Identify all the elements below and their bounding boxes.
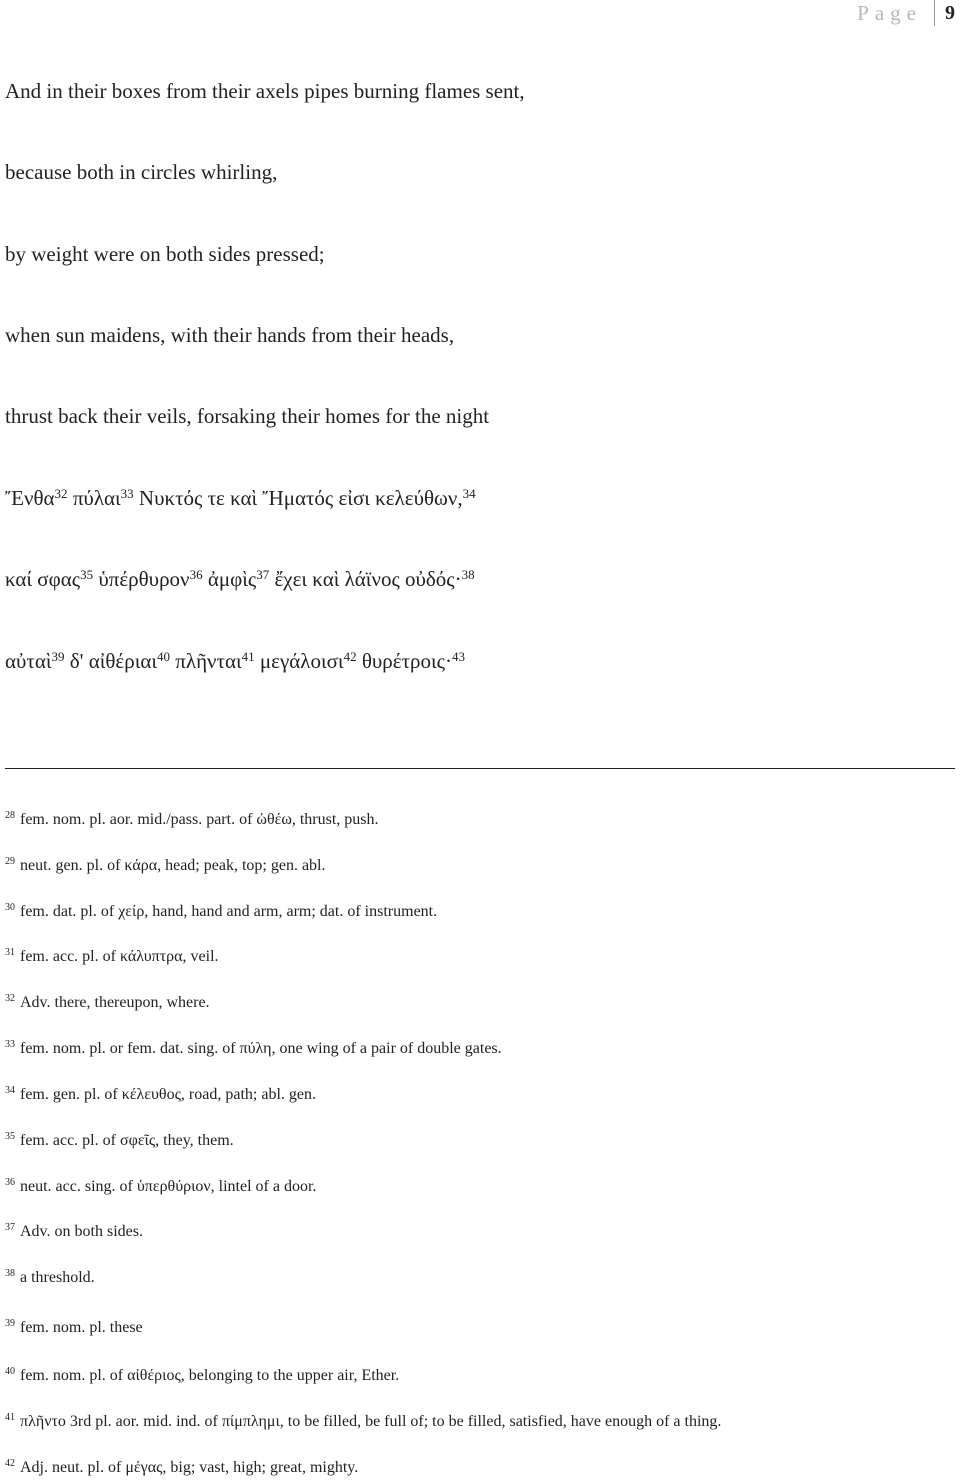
footnote-text: Adj. neut. pl. of μέγας, big; vast, high; great, mighty. xyxy=(20,1459,359,1476)
greek-word: ἀμφὶς xyxy=(207,567,257,591)
footnote-number: 35 xyxy=(5,1131,15,1142)
greek-line xyxy=(5,649,465,673)
footnote-text: fem. dat. pl. of χείρ, hand, hand and arm, arm; dat. of instrument. xyxy=(20,903,438,920)
footnote-number: 34 xyxy=(5,1085,15,1096)
footnote-text: Adv. on both sides. xyxy=(20,1223,143,1240)
footnote-number: 40 xyxy=(5,1366,15,1377)
footnote-text: fem. nom. pl. of αἰθέριος, belonging to the upper air, Ether. xyxy=(20,1367,400,1384)
footnote-41 xyxy=(5,1412,721,1432)
footnote-ref[interactable]: 41 xyxy=(241,648,255,664)
footnote-32 xyxy=(5,993,210,1013)
footnote-text: fem. gen. pl. of κέλευθος, road, path; abl. gen. xyxy=(20,1086,316,1103)
footnote-29 xyxy=(5,856,325,876)
footnote-35 xyxy=(5,1131,234,1151)
page-label: Page xyxy=(857,0,922,25)
footnote-text: neut. acc. sing. of ὑπερθύριον, lintel of a door. xyxy=(20,1178,317,1195)
greek-word: πλῆνται xyxy=(175,649,242,673)
greek-word: ὑπέρθυρον xyxy=(98,567,190,591)
footnote-number: 28 xyxy=(5,810,15,821)
footnote-38 xyxy=(5,1268,95,1288)
footnote-number: 31 xyxy=(5,947,15,958)
english-line: because both in circles whirling, xyxy=(5,160,278,184)
footnote-number: 32 xyxy=(5,993,15,1004)
greek-word: καί σφας xyxy=(5,567,81,591)
greek-word: μεγάλοισι xyxy=(259,649,344,673)
footnote-number: 38 xyxy=(5,1268,15,1279)
footnote-ref[interactable]: 42 xyxy=(343,648,357,664)
footnote-ref[interactable]: 43 xyxy=(451,648,465,664)
greek-word: Νυκτός τε καὶ Ἤματός εἰσι κελεύθων, xyxy=(138,486,463,510)
footnote-text: fem. nom. pl. aor. mid./pass. part. of ὠθέω, thrust, push. xyxy=(20,811,379,828)
footnote-number: 41 xyxy=(5,1412,15,1423)
footnote-number: 42 xyxy=(5,1458,15,1469)
footnote-ref[interactable]: 40 xyxy=(157,648,171,664)
footnote-28 xyxy=(5,810,379,830)
greek-word: ἔχει καὶ λάϊνος οὐδός· xyxy=(274,567,462,591)
footnote-34 xyxy=(5,1085,316,1105)
footnote-number: 39 xyxy=(5,1318,15,1329)
page-number: 9 xyxy=(945,1,955,24)
footnote-text: fem. nom. pl. these xyxy=(20,1319,143,1336)
english-line: And in their boxes from their axels pipes burning flames sent, xyxy=(5,79,525,103)
footnote-ref[interactable]: 35 xyxy=(80,566,94,582)
english-line: when sun maidens, with their hands from their heads, xyxy=(5,323,455,347)
footnote-31 xyxy=(5,947,219,967)
footnote-text: fem. acc. pl. of κάλυπτρα, veil. xyxy=(20,948,219,965)
footnote-number: 37 xyxy=(5,1222,15,1233)
footnote-number: 33 xyxy=(5,1039,15,1050)
footnote-36 xyxy=(5,1177,316,1197)
footnote-ref[interactable]: 34 xyxy=(462,485,476,501)
page-header-divider xyxy=(934,0,935,26)
english-line: thrust back their veils, forsaking their homes for the night xyxy=(5,404,490,428)
footnote-number: 36 xyxy=(5,1177,15,1188)
footnote-ref[interactable]: 36 xyxy=(189,566,203,582)
footnote-text: a threshold. xyxy=(20,1269,95,1286)
footnote-ref[interactable]: 37 xyxy=(256,566,270,582)
footnote-39 xyxy=(5,1318,143,1338)
footnote-number: 29 xyxy=(5,856,15,867)
greek-word: θυρέτροις· xyxy=(361,649,452,673)
footnote-ref[interactable]: 33 xyxy=(120,485,134,501)
english-line: by weight were on both sides pressed; xyxy=(5,242,325,266)
footnote-ref[interactable]: 38 xyxy=(461,566,475,582)
footnote-separator xyxy=(5,768,955,769)
greek-word: δ' αἰθέριαι xyxy=(69,649,158,673)
footnote-text: Adv. there, thereupon, where. xyxy=(20,994,210,1011)
footnote-text: fem. acc. pl. of σφεῖς, they, them. xyxy=(20,1132,234,1149)
footnote-37 xyxy=(5,1222,143,1242)
footnote-text: fem. nom. pl. or fem. dat. sing. of πύλη, one wing of a pair of double gates. xyxy=(20,1040,502,1057)
footnote-number: 30 xyxy=(5,902,15,913)
footnote-text: πλῆντο 3rd pl. aor. mid. ind. of πίμπλημι, to be filled, be full of; to be filled, satisfied, have enough of a thing. xyxy=(20,1413,722,1430)
greek-word: Ἔνθα xyxy=(5,486,55,510)
footnote-text: neut. gen. pl. of κάρα, head; peak, top; gen. abl. xyxy=(20,857,326,874)
footnote-42 xyxy=(5,1458,358,1478)
greek-line xyxy=(5,567,475,591)
footnote-ref[interactable]: 32 xyxy=(54,485,68,501)
greek-word: αὐταὶ xyxy=(5,649,52,673)
footnote-ref[interactable]: 39 xyxy=(51,648,65,664)
greek-word: πύλαι xyxy=(72,486,121,510)
greek-line xyxy=(5,486,476,510)
footnote-40 xyxy=(5,1366,399,1386)
footnote-33 xyxy=(5,1039,502,1059)
footnote-30 xyxy=(5,902,437,922)
page-header xyxy=(857,0,955,26)
